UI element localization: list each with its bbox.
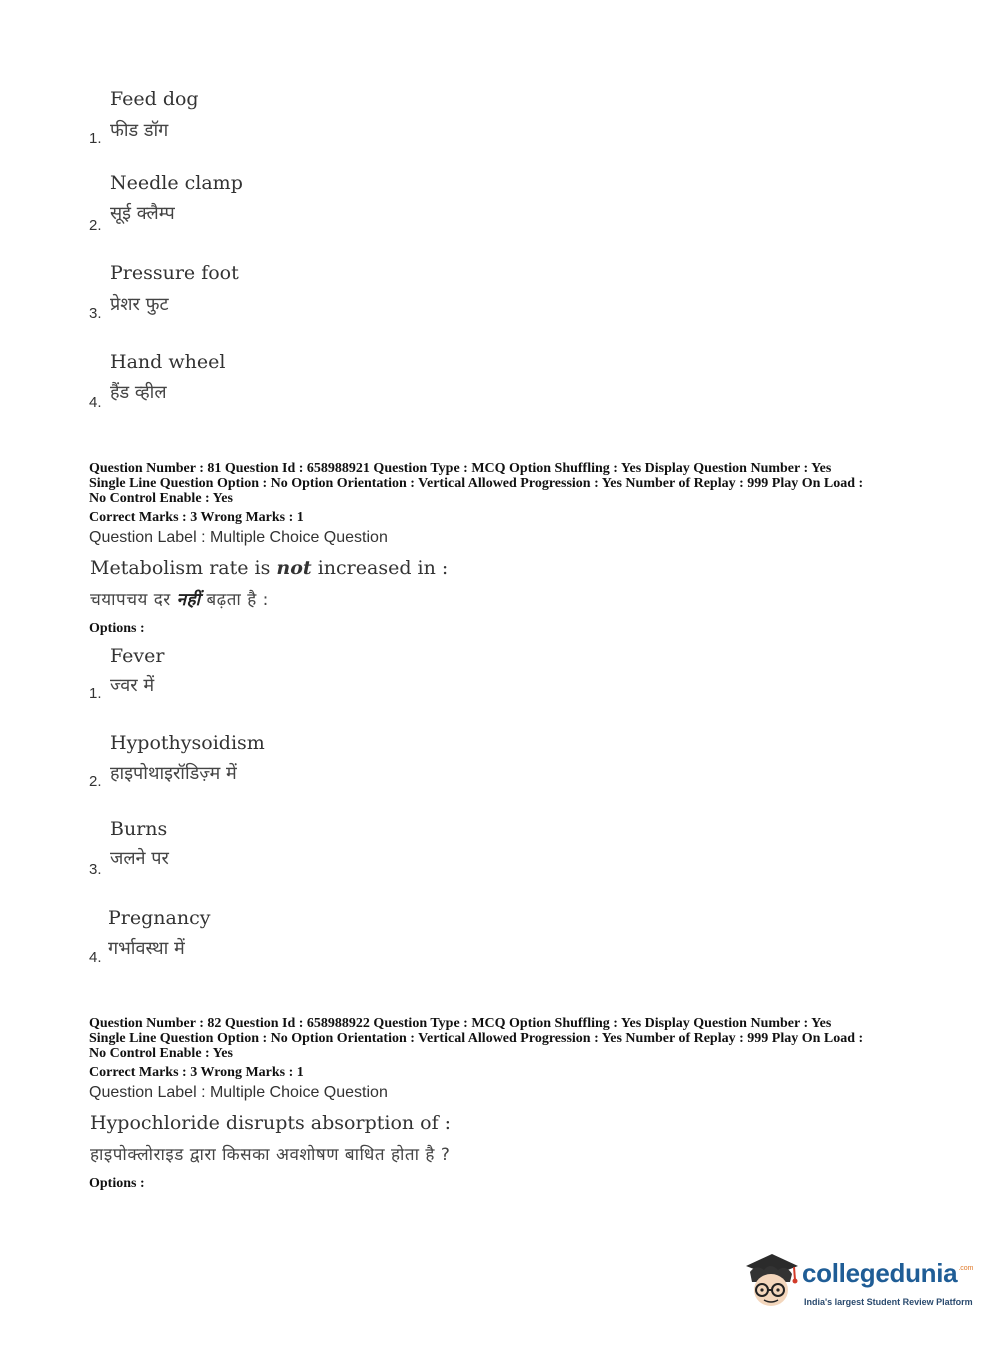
- q81-question-hi-part1: चयापचय दर: [90, 590, 177, 610]
- q81-option-3-number: 3.: [89, 861, 102, 878]
- q81-question-hi-emphasis: नहीं: [176, 590, 201, 610]
- prev-option-1-number: 1.: [89, 130, 102, 147]
- q82-meta-line2: Single Line Question Option : No Option Orientation : Vertical Allowed Progression : Yes Number of Replay : 999 Play On Load :: [89, 1031, 864, 1046]
- q81-option-3-hi: जलने पर: [110, 848, 169, 869]
- prev-option-2-hi: सूई क्लैम्प: [110, 203, 175, 224]
- prev-option-3-number: 3.: [89, 305, 102, 322]
- logo-suffix: .com: [958, 1265, 974, 1272]
- prev-option-4-en: Hand wheel: [110, 351, 226, 373]
- q81-option-2-hi: हाइपोथाइरॉडिज़्म में: [110, 763, 237, 784]
- q81-option-1-en: Fever: [110, 645, 165, 667]
- q81-option-4-number: 4.: [89, 949, 102, 966]
- q81-question-en-emphasis: not: [276, 557, 312, 579]
- q81-option-3-en: Burns: [110, 818, 168, 840]
- prev-option-3-hi: प्रेशर फुट: [110, 294, 169, 315]
- prev-option-1-hi: फीड डॉग: [110, 120, 169, 141]
- q81-option-1-hi: ज्वर में: [110, 675, 155, 696]
- q82-question-en: Hypochloride disrupts absorption of :: [90, 1112, 452, 1134]
- q81-option-2-number: 2.: [89, 773, 102, 790]
- q82-label: Question Label : Multiple Choice Question: [89, 1084, 388, 1101]
- collegedunia-logo: [742, 1250, 972, 1320]
- q81-question-hi-part2: बढ़ता है :: [200, 590, 269, 610]
- q81-question-hi: [90, 587, 269, 610]
- prev-option-3-en: Pressure foot: [110, 262, 239, 284]
- q82-marks: Correct Marks : 3 Wrong Marks : 1: [89, 1065, 304, 1080]
- student-mascot-icon: [742, 1252, 800, 1310]
- q81-marks: Correct Marks : 3 Wrong Marks : 1: [89, 510, 304, 525]
- prev-option-2-number: 2.: [89, 217, 102, 234]
- q81-meta-line3: No Control Enable : Yes: [89, 491, 233, 506]
- q81-option-4-en: Pregnancy: [108, 907, 211, 929]
- q81-option-4-hi: गर्भावस्था में: [108, 938, 185, 959]
- q81-question-en: [90, 557, 448, 579]
- q81-meta: [89, 461, 863, 506]
- q82-question-hi: हाइपोक्लोराइड द्वारा किसका अवशोषण बाधित होता है ?: [90, 1145, 451, 1165]
- prev-option-2-en: Needle clamp: [110, 172, 243, 194]
- q81-options-heading: Options :: [89, 621, 145, 636]
- q82-meta-line3: No Control Enable : Yes: [89, 1046, 233, 1061]
- q82-meta-line1: Question Number : 82 Question Id : 658988922 Question Type : MCQ Option Shuffling : Yes Display Question Number : Yes: [89, 1016, 832, 1031]
- prev-option-1-en: Feed dog: [110, 88, 199, 110]
- q82-options-heading: Options :: [89, 1176, 145, 1191]
- q81-option-1-number: 1.: [89, 685, 102, 702]
- logo-wordmark: [802, 1258, 974, 1289]
- q82-meta: [89, 1016, 863, 1061]
- q81-meta-line1: Question Number : 81 Question Id : 658988921 Question Type : MCQ Option Shuffling : Yes Display Question Number : Yes: [89, 461, 832, 476]
- logo-name: collegedunia: [802, 1258, 958, 1288]
- q81-question-en-part1: Metabolism rate is: [90, 557, 277, 579]
- logo-tagline: India's largest Student Review Platform: [804, 1297, 973, 1307]
- q81-option-2-en: Hypothysoidism: [110, 732, 265, 754]
- q81-meta-line2: Single Line Question Option : No Option Orientation : Vertical Allowed Progression : Yes Number of Replay : 999 Play On Load :: [89, 476, 864, 491]
- q81-label: Question Label : Multiple Choice Question: [89, 529, 388, 546]
- prev-option-4-number: 4.: [89, 394, 102, 411]
- prev-option-4-hi: हैंड व्हील: [110, 382, 167, 403]
- q81-question-en-part2: increased in :: [311, 557, 449, 579]
